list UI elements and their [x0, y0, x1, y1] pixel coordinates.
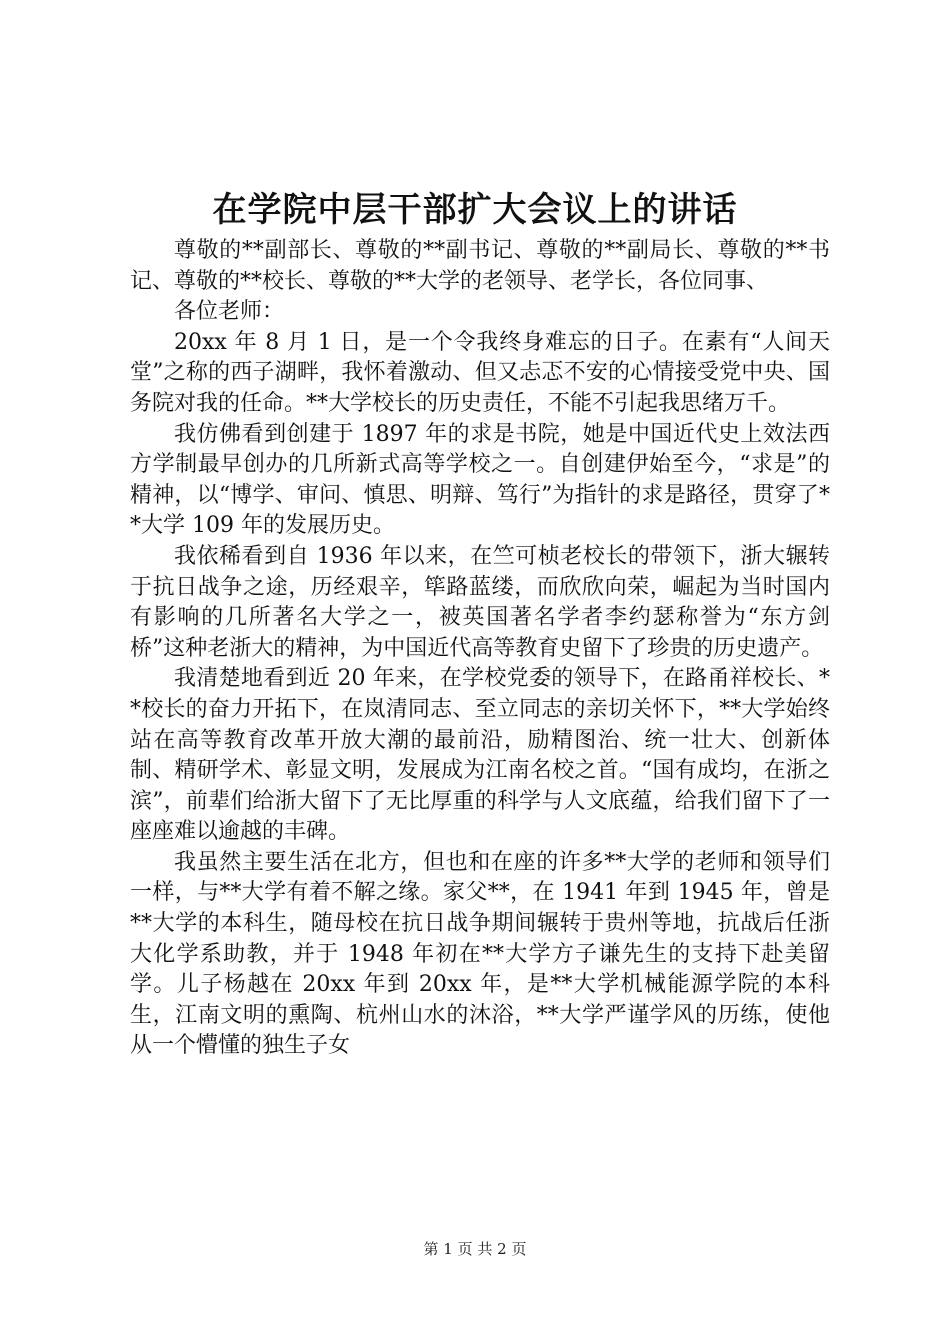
- paragraph-salutation: 尊敬的**副部长、尊敬的**副书记、尊敬的**副局长、尊敬的**书记、尊敬的**校长、尊敬的**大学的老领导、老学长，各位同事、: [130, 238, 830, 294]
- paragraph-appointment: 20xx 年 8 月 1 日，是一个令我终身难忘的日子。在素有“人间天堂”之称的西子湖畔，我怀着激动、但又忐忑不安的心情接受党中央、国务院对我的任命。**大学校长的历史责任，不能不引起我思绪万千。: [130, 329, 830, 416]
- paragraph-greeting: 各位老师：: [174, 299, 285, 325]
- paragraph-qiushi-academy: 我仿佛看到创建于 1897 年的求是书院，她是中国近代史上效法西方学制最早创办的几所新式高等学校之一。自创建伊始至今，“求是”的精神，以“博学、审问、慎思、明辩、笃行”为指针的求是路径，贯穿了**大学 109 年的发展历史。: [130, 421, 830, 539]
- paragraph-recent-development: 我清楚地看到近 20 年来，在学校党委的领导下，在路甬祥校长、**校长的奋力开拓下，在岚清同志、至立同志的亲切关怀下，**大学始终站在高等教育改革开放大潮的最前沿，励精图治、统一壮大、创新体制、精研学术、彰显文明，发展成为江南名校之首。“国有成均，在浙之滨”，前辈们给浙大留下了无比厚重的科学与人文底蕴，给我们留下了一座座难以逾越的丰碑。: [130, 666, 830, 845]
- paragraph-wartime-history: 我依稀看到自 1936 年以来，在竺可桢老校长的带领下，浙大辗转于抗日战争之途，历经艰辛，筚路蓝缕，而欣欣向荣，崛起为当时国内有影响的几所著名大学之一，被英国著名学者李约瑟称誉为“东方剑桥”这种老浙大的精神，为中国近代高等教育史留下了珍贵的历史遗产。: [130, 543, 830, 661]
- document-title: 在学院中层干部扩大会议上的讲话: [212, 190, 738, 230]
- page-number-footer: 第 1 页 共 2 页: [423, 1240, 527, 1258]
- paragraph-personal-connection: 我虽然主要生活在北方，但也和在座的许多**大学的老师和领导们一样，与**大学有着不解之缘。家父**，在 1941 年到 1945 年，曾是**大学的本科生，随母校在抗日战争期间辗转于贵州等地，抗战后任浙大化学系助教，并于 1948 年初在**大学方子谦先生的支持下赴美留学。儿子杨越在 20xx 年到 20xx 年，是**大学机械能源学院的本科生，江南文明的熏陶、杭州山水的沐浴，**大学严谨学风的历练，使他从一个懵懂的独生子女: [130, 849, 830, 1059]
- document-body: [130, 236, 830, 1062]
